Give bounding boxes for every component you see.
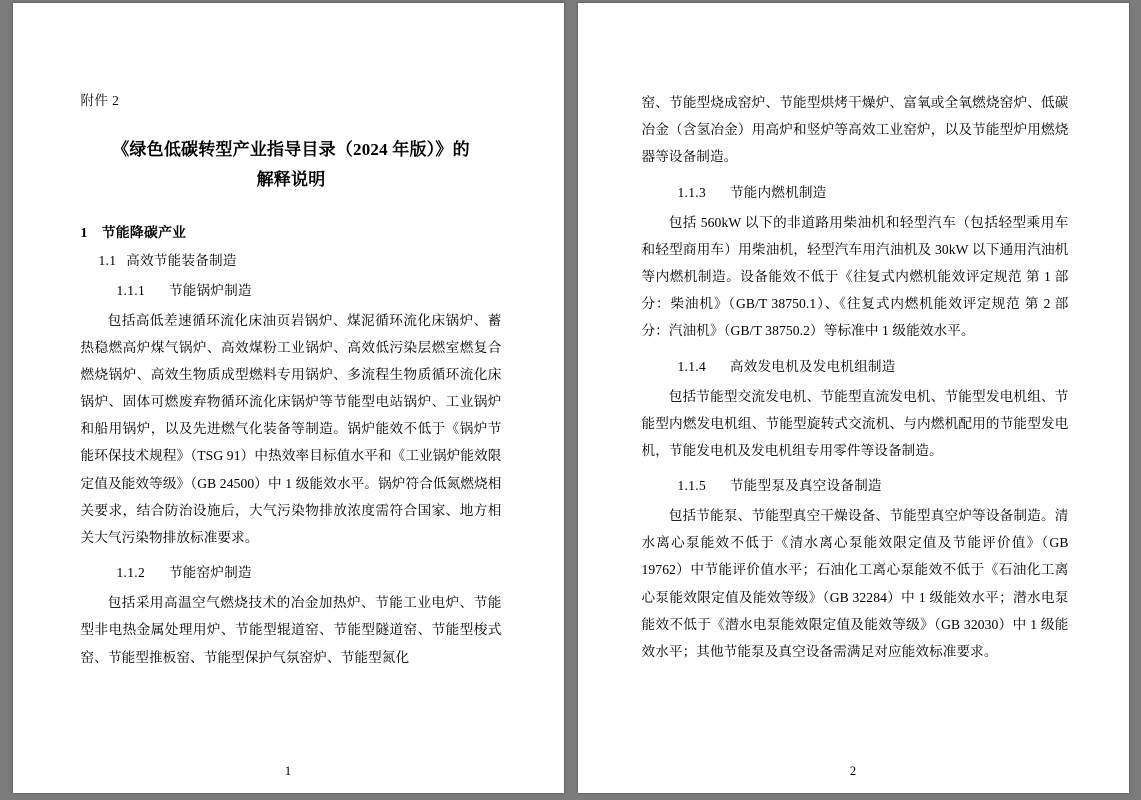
page-1-content (81, 89, 502, 753)
heading-section-1-1-3 (678, 181, 1069, 201)
heading-section-1-label: 节能降碳产业 (101, 224, 187, 240)
heading-section-1-1-5-label: 节能型泵及真空设备制造 (730, 478, 882, 494)
heading-section-1-1-2-number: 1.1.2 (116, 565, 145, 581)
heading-section-1-1-2-label: 节能窑炉制造 (169, 565, 252, 581)
heading-section-1 (81, 221, 502, 241)
heading-section-1-1-5-number: 1.1.5 (677, 478, 706, 494)
heading-section-1-1 (99, 249, 502, 269)
heading-section-1-1-1-number: 1.1.1 (116, 282, 145, 298)
page-title-line-1: 《绿色低碳转型产业指导目录（2024 年版）》的 (112, 140, 470, 159)
heading-section-1-1-3-number: 1.1.3 (677, 184, 706, 200)
page-title (81, 135, 502, 195)
document-page-1 (13, 3, 564, 793)
page-number-2: 2 (849, 764, 857, 778)
heading-section-1-1-label: 高效节能装备制造 (126, 252, 237, 268)
heading-section-1-number: 1 (80, 224, 88, 240)
heading-section-1-1-2 (117, 561, 502, 581)
paragraph-continued: 窑、节能型烧成窑炉、节能型烘烤干燥炉、富氧或全氧燃烧窑炉、低碳冶金（含氢冶金）用高炉和竖炉等高效工业窑炉，以及节能型炉用燃烧器等设备制造。 (641, 95, 1069, 165)
document-page-2 (578, 3, 1129, 793)
heading-section-1-1-4 (678, 355, 1069, 375)
heading-section-1-1-number: 1.1 (98, 252, 117, 268)
page-number-1: 1 (284, 764, 292, 778)
paragraph-1-1-3: 包括 560kW 以下的非道路用柴油机和轻型汽车（包括轻型乘用车和轻型商用车）用柴油机，轻型汽车用汽油机及 30kW 以下通用汽油机等内燃机制造。设备能效不低于《往复式内燃机能效评定规范 第 1 部分：柴油机》（GB/T 38750.1）、《往复式内燃机能效评定规范 第 2 部分：汽油机》（GB/T 38750.2）等标准中 1 级能效水平。 (641, 214, 1069, 339)
heading-section-1-1-5 (678, 474, 1069, 494)
attachment-label: 附件 2 (80, 93, 120, 108)
heading-section-1-1-1-label: 节能锅炉制造 (169, 282, 252, 298)
paragraph-1-1-5: 包括节能泵、节能型真空干燥设备、节能型真空炉等设备制造。清水离心泵能效不低于《清水离心泵能效限定值及节能评价值》（GB 19762）中节能评价值水平；石油化工离心泵能效不低于《石油化工离心泵能效限定值及能效等级》（GB 32284）中 1 级能效水平；潜水电泵能效不低于《潜水电泵能效限定值及能效等级》（GB 32030）中 1 级能效水平；其他节能泵及真空设备需满足对应能效标准要求。 (641, 508, 1069, 659)
heading-section-1-1-4-number: 1.1.4 (677, 358, 706, 374)
heading-section-1-1-4-label: 高效发电机及发电机组制造 (730, 358, 896, 374)
page-title-line-2: 解释说明 (256, 169, 326, 189)
paragraph-1-1-4: 包括节能型交流发电机、节能型直流发电机、节能型发电机组、节能型内燃发电机组、节能型旋转式交流机、与内燃机配用的节能型发电机，节能发电机及发电机组专用零件等设备制造。 (641, 388, 1069, 458)
heading-section-1-1-1 (117, 279, 502, 299)
paragraph-1-1-1: 包括高低差速循环流化床油页岩锅炉、煤泥循环流化床锅炉、蓄热稳燃高炉煤气锅炉、高效煤粉工业锅炉、高效低污染层燃室燃复合燃烧锅炉、高效生物质成型燃料专用锅炉、多流程生物质循环流化床锅炉、固体可燃废弃物循环流化床锅炉等节能型电站锅炉、工业锅炉和船用锅炉，以及先进燃气化装备等制造。锅炉能效不低于《锅炉节能环保技术规程》（TSG 91）中热效率目标值水平和《工业锅炉能效限定值及能效等级》（GB 24500）中 1 级能效水平。锅炉符合低氮燃烧相关要求，结合防治设施后，大气污染物排放浓度需符合国家、地方相关大气污染物排放标准要求。 (80, 312, 502, 545)
paragraph-1-1-2: 包括采用高温空气燃烧技术的冶金加热炉、节能工业电炉、节能型非电热金属处理用炉、节能型辊道窑、节能型隧道窑、节能型梭式窑、节能型推板窑、节能型保护气氛窑炉、节能型氮化 (80, 595, 502, 665)
page-2-content (642, 89, 1069, 753)
heading-section-1-1-3-label: 节能内燃机制造 (730, 184, 827, 200)
